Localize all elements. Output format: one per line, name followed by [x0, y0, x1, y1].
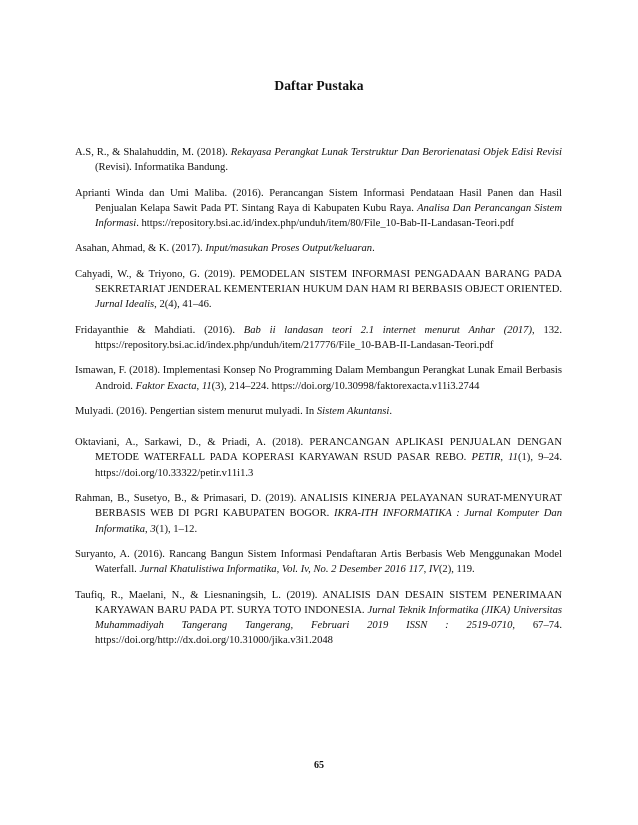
- reference-text: , 67–74. https://doi.org/http://dx.doi.org/10.31000/jika.v3i1.2048: [95, 620, 562, 647]
- reference-entry: [75, 267, 562, 313]
- reference-text: (1), 1–12.: [155, 523, 198, 535]
- page-number: 65: [314, 760, 324, 771]
- reference-text: .: [389, 405, 393, 417]
- reference-text: Fridayanthie & Mahdiati. (2016).: [75, 324, 244, 336]
- reference-text: .: [372, 243, 375, 255]
- reference-entry: [75, 547, 562, 578]
- reference-text: , 132. https://repository.bsi.ac.id/index.php/unduh/item/217776/File_10-BAB-II-Landasan-Teori.pdf: [95, 324, 562, 351]
- reference-entry: [75, 404, 562, 419]
- reference-text: Oktaviani, A., Sarkawi, D., & Priadi, A. (2018). PERANCANGAN APLIKASI PENJUALAN DENGAN METODE WATERFALL PADA KOPERASI KARYAWAN RSUD PASAR REBO.: [75, 437, 562, 464]
- page-title: Daftar Pustaka: [274, 78, 364, 93]
- reference-text: ,: [500, 452, 509, 464]
- reference-text: ,: [423, 564, 429, 576]
- reference-italic: Sistem Akuntansi: [316, 405, 390, 417]
- reference-text: (1), 9–24. https://doi.org/10.33322/petir.v11i1.3: [95, 452, 562, 479]
- reference-entry: [75, 435, 562, 481]
- reference-entry: [75, 241, 562, 256]
- reference-italic: Input/masukan Proses Output/keluaran: [205, 243, 373, 255]
- reference-text: A.S, R., & Shalahuddin, M. (2018).: [75, 147, 231, 158]
- reference-italic: IV: [428, 564, 439, 576]
- reference-italic: Analisa Dan Perancangan Sistem Informasi: [95, 202, 563, 230]
- reference-text: ,: [196, 380, 202, 392]
- reference-text: Ismawan, F. (2018). Implementasi Konsep No Programming Dalam Membangun Perangkat Lunak Email Berbasis Android.: [75, 365, 562, 392]
- reference-text: Taufiq, R., Maelani, N., & Liesnaningsih, L. (2019). ANALISIS DAN DESAIN SISTEM PENERIMAAN KARYAWAN BARU PADA PT. SURYA TOTO INDONESIA.: [75, 589, 562, 616]
- reference-italic: Jurnal Teknik Informatika (JIKA) Universitas Muhammadiyah Tangerang Tangerang, Februari 2019 ISSN : 2519-0710: [95, 604, 563, 632]
- reference-text: Mulyadi. (2016). Pengertian sistem menurut mulyadi. In: [75, 405, 317, 417]
- reference-italic: Jurnal Khatulistiwa Informatika, Vol. Iv, No. 2 Desember 2016 117: [139, 564, 424, 576]
- reference-italic: Bab ii landasan teori 2.1 internet menurut Anhar (2017): [243, 324, 532, 336]
- reference-text: . https://repository.bsi.ac.id/index.php/unduh/item/80/File_10-Bab-II-Landasan-Teori.pdf: [136, 218, 515, 230]
- reference-entry: [75, 323, 562, 354]
- reference-italic: Faktor Exacta: [135, 380, 197, 392]
- reference-text: ,: [145, 523, 151, 535]
- reference-italic: 11: [508, 452, 518, 464]
- reference-text: (3), 214–224. https://doi.org/10.30998/faktorexacta.v11i3.2744: [211, 380, 480, 392]
- reference-entry: [75, 491, 562, 537]
- reference-entry: [75, 186, 562, 232]
- reference-entry: [75, 588, 562, 649]
- reference-text: (Revisi). Informatika Bandung.: [95, 162, 228, 174]
- reference-text: Rahman, B., Susetyo, B., & Primasari, D. (2019). ANALISIS KINERJA PELAYANAN SURAT-MENYURAT BERBASIS WEB DI PGRI KABUPATEN BOGOR.: [75, 493, 562, 520]
- reference-list: [75, 145, 562, 659]
- reference-text: Suryanto, A. (2016). Rancang Bangun Sistem Informasi Pendaftaran Artis Berbasis Web Menggunakan Model Waterfall.: [75, 548, 562, 576]
- reference-entry: [75, 145, 562, 176]
- reference-text: , 2(4), 41–46.: [154, 299, 212, 311]
- reference-italic: Rekayasa Perangkat Lunak Terstruktur Dan Berorienatasi Objek Edisi Revisi: [230, 147, 562, 158]
- reference-italic: Jurnal Idealis: [95, 299, 155, 311]
- reference-text: Asahan, Ahmad, & K. (2017).: [75, 243, 206, 255]
- reference-entry: [75, 363, 562, 394]
- reference-text: Cahyadi, W., & Triyono, G. (2019). PEMODELAN SISTEM INFORMASI PENGADAAN BARANG PADA SEKRETARIAT JENDERAL KEMENTERIAN HUKUM DAN HAM RI BERBASIS OBJECT ORIENTED.: [75, 268, 562, 296]
- reference-italic: PETIR: [471, 452, 501, 464]
- reference-text: Aprianti Winda dan Umi Maliba. (2016). Perancangan Sistem Informasi Pendataan Hasil Panen dan Hasil Penjualan Kelapa Sawit Pada PT. Sintang Raya di Kabupaten Kubu Raya.: [75, 187, 562, 214]
- reference-italic: IKRA-ITH INFORMATIKA : Jurnal Komputer Dan Informatika: [95, 508, 562, 535]
- reference-italic: 11: [201, 380, 212, 392]
- reference-text: (2), 119.: [438, 564, 475, 576]
- reference-italic: 3: [150, 523, 156, 535]
